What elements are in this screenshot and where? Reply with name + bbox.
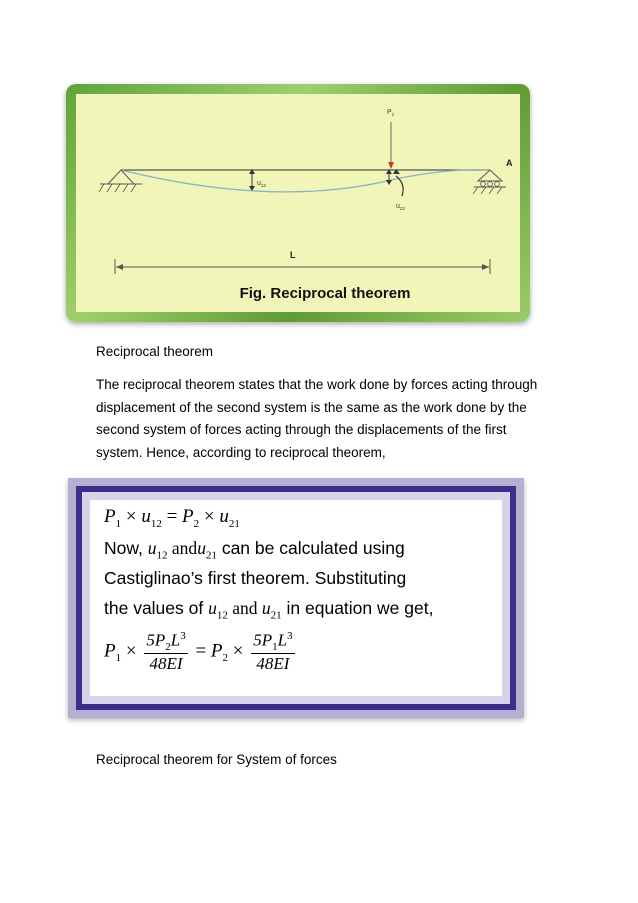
span-length-label: L xyxy=(290,250,296,260)
section-heading-reciprocal-theorem: Reciprocal theorem xyxy=(96,344,214,359)
deflection-curve xyxy=(121,170,490,192)
reciprocal-theorem-paragraph: The reciprocal theorem states that the work done by forces acting through displacement of the second system is the same as the work done by the second system of forces acting through the displacements of the first system. Hence, according to reciprocal theorem, xyxy=(96,377,538,460)
load-arrow-p2 xyxy=(388,122,394,169)
u12-displacement-arrow xyxy=(249,169,255,191)
point-a-label: A xyxy=(506,158,513,168)
right-roller-support xyxy=(473,170,506,194)
figure-caption: Fig. Reciprocal theorem xyxy=(239,285,411,302)
section-heading-system-of-forces: Reciprocal theorem for System of forces xyxy=(96,752,337,767)
span-dimension-line xyxy=(115,259,490,274)
equation-line-1: $P_1 \times u_{12} = P_2 \times u_{21}$ xyxy=(104,506,240,530)
fraction-2: $\frac{5P_1L^3}{48EI}$ xyxy=(253,630,293,674)
u22-label: $u_{22}$ xyxy=(396,203,405,211)
equation-panel xyxy=(90,500,502,696)
reciprocal-theorem-figure xyxy=(66,84,530,322)
equation-frame-middle xyxy=(82,492,510,704)
equation-line-2: Now, $u_{12}$ andu$_{21}$ can be calculated using xyxy=(104,538,405,562)
u12-label: $u_{12}$ xyxy=(257,180,266,188)
equation-line-5: $P_1$ × $\frac{5P_2L^3}{48EI}$ = $P_2$ × $\frac{5P_1L^3}{48EI}$ xyxy=(104,630,293,674)
equation-figure xyxy=(68,478,524,718)
equation-frame-outer xyxy=(76,486,516,710)
equation-line-3: Castiglinao’s first theorem. Substituting xyxy=(104,568,407,588)
equation-line-4: the values of $u_{12}$ and $u_{21}$ in equation we get, xyxy=(104,598,434,622)
fraction-1: $\frac{5P_2L^3}{48EI}$ xyxy=(146,630,186,674)
load-p2-label: $P_2$ xyxy=(387,109,395,117)
u22-displacement-arrow xyxy=(386,169,392,185)
